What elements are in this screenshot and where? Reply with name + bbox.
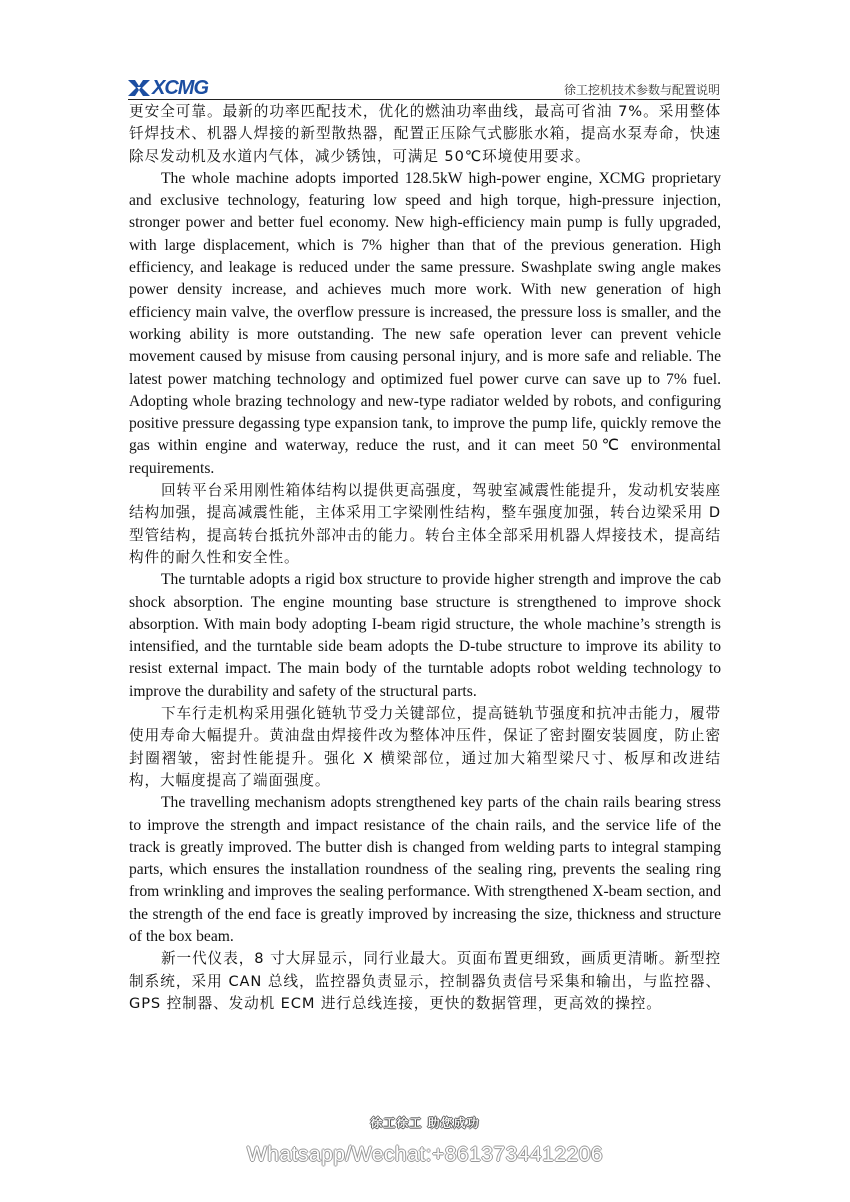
paragraph-cn-display: 新一代仪表，8 寸大屏显示，同行业最大。页面布置更细致，画质更清晰。新型控制系统，采用 CAN 总线，监控器负责显示，控制器负责信号采集和输出，与监控器、GPS 控制器、发动机 ECM 进行总线连接，更快的数据管理，更高效的操控。: [129, 950, 721, 1012]
logo-text: XCMG: [152, 77, 208, 99]
xcmg-logo-icon: [128, 80, 150, 96]
paragraph-en-undercarriage: The travelling mechanism adopts strengthened key parts of the chain rails bearing stress to improve the strength and impact resistance of the chain rails, and the service life of the track is greatly improved. The butter dish is changed from welding parts to integral stamping parts, which ensures the installation roundness of the sealing ring, prevents the sealing ring from wrinkling and improves the sealing performance. With strengthened X-beam section, and the strength of the end face is greatly improved by increasing the size, thickness and structure of the box beam.: [129, 794, 721, 945]
page-header: [128, 78, 720, 100]
paragraph-en-turntable: The turntable adopts a rigid box structure to provide higher strength and improve the cab shock absorption. The engine mounting base structure is strengthened to improve shock absorption. With main body adopting I-beam rigid structure, the whole machine’s strength is intensified, and the turntable side beam adopts the D-tube structure to improve its ability to resist external impact. The main body of the turntable adopts robot welding technology to improve the durability and safety of the structural parts.: [129, 571, 721, 700]
footer-slogan: 徐工徐工 助您成功: [370, 1116, 480, 1130]
body-text: [129, 101, 721, 1015]
contact-watermark: Whatsapp/Wechat:+8613734412206: [246, 1143, 604, 1166]
header-divider: [128, 99, 720, 100]
paragraph-cn-undercarriage: 下车行走机构采用强化链轨节受力关键部位，提高链轨节强度和抗冲击能力，履带使用寿命大幅提升。黄油盘由焊接件改为整体冲压件，保证了密封圈安装圆度，防止密封圈褶皱，密封性能提升。强化 X 横梁部位，通过加大箱型梁尺寸、板厚和改进结构，大幅度提高了端面强度。: [129, 705, 721, 789]
paragraph-en-engine: The whole machine adopts imported 128.5kW high-power engine, XCMG proprietary and exclusive technology, featuring low speed and high torque, high-pressure injection, stronger power and better fuel economy. New high-efficiency main pump is fully upgraded, with large displacement, which is 7% higher than that of the previous generation. High efficiency, and leakage is reduced under the same pressure. Swashplate swing angle makes power density increase, and achieves much more work. With new generation of high efficiency main valve, the overflow pressure is increased, the pressure loss is smaller, and the working ability is more outstanding. The new safe operation lever can prevent vehicle movement caused by misuse from causing personal injury, and is more safe and reliable. The latest power matching technology and optimized fuel power curve can save up to 7% fuel. Adopting whole brazing technology and new-type radiator welded by robots, and configuring positive pressure degassing type expansion tank, to improve the pump life, quickly remove the gas within engine and waterway, reduce the rust, and it can meet 50℃ environmental requirements.: [129, 169, 721, 477]
xcmg-logo: [128, 78, 208, 98]
paragraph-cn-engine: 更安全可靠。最新的功率匹配技术，优化的燃油功率曲线，最高可省油 7%。采用整体钎焊技术、机器人焊接的新型散热器，配置正压除气式膨胀水箱，提高水泵寿命，快速除尽发动机及水道内气体，减少锈蚀，可满足 50℃环境使用要求。: [129, 103, 721, 165]
document-title: 徐工挖机技术参数与配置说明: [563, 83, 720, 97]
paragraph-cn-turntable: 回转平台采用刚性箱体结构以提供更高强度，驾驶室减震性能提升，发动机安装座结构加强，提高减震性能，主体采用工字梁刚性结构，整车强度加强，转台边梁采用 D 型管结构，提高转台抵抗外部冲击的能力。转台主体全部采用机器人焊接技术，提高结构件的耐久性和安全性。: [129, 482, 721, 566]
